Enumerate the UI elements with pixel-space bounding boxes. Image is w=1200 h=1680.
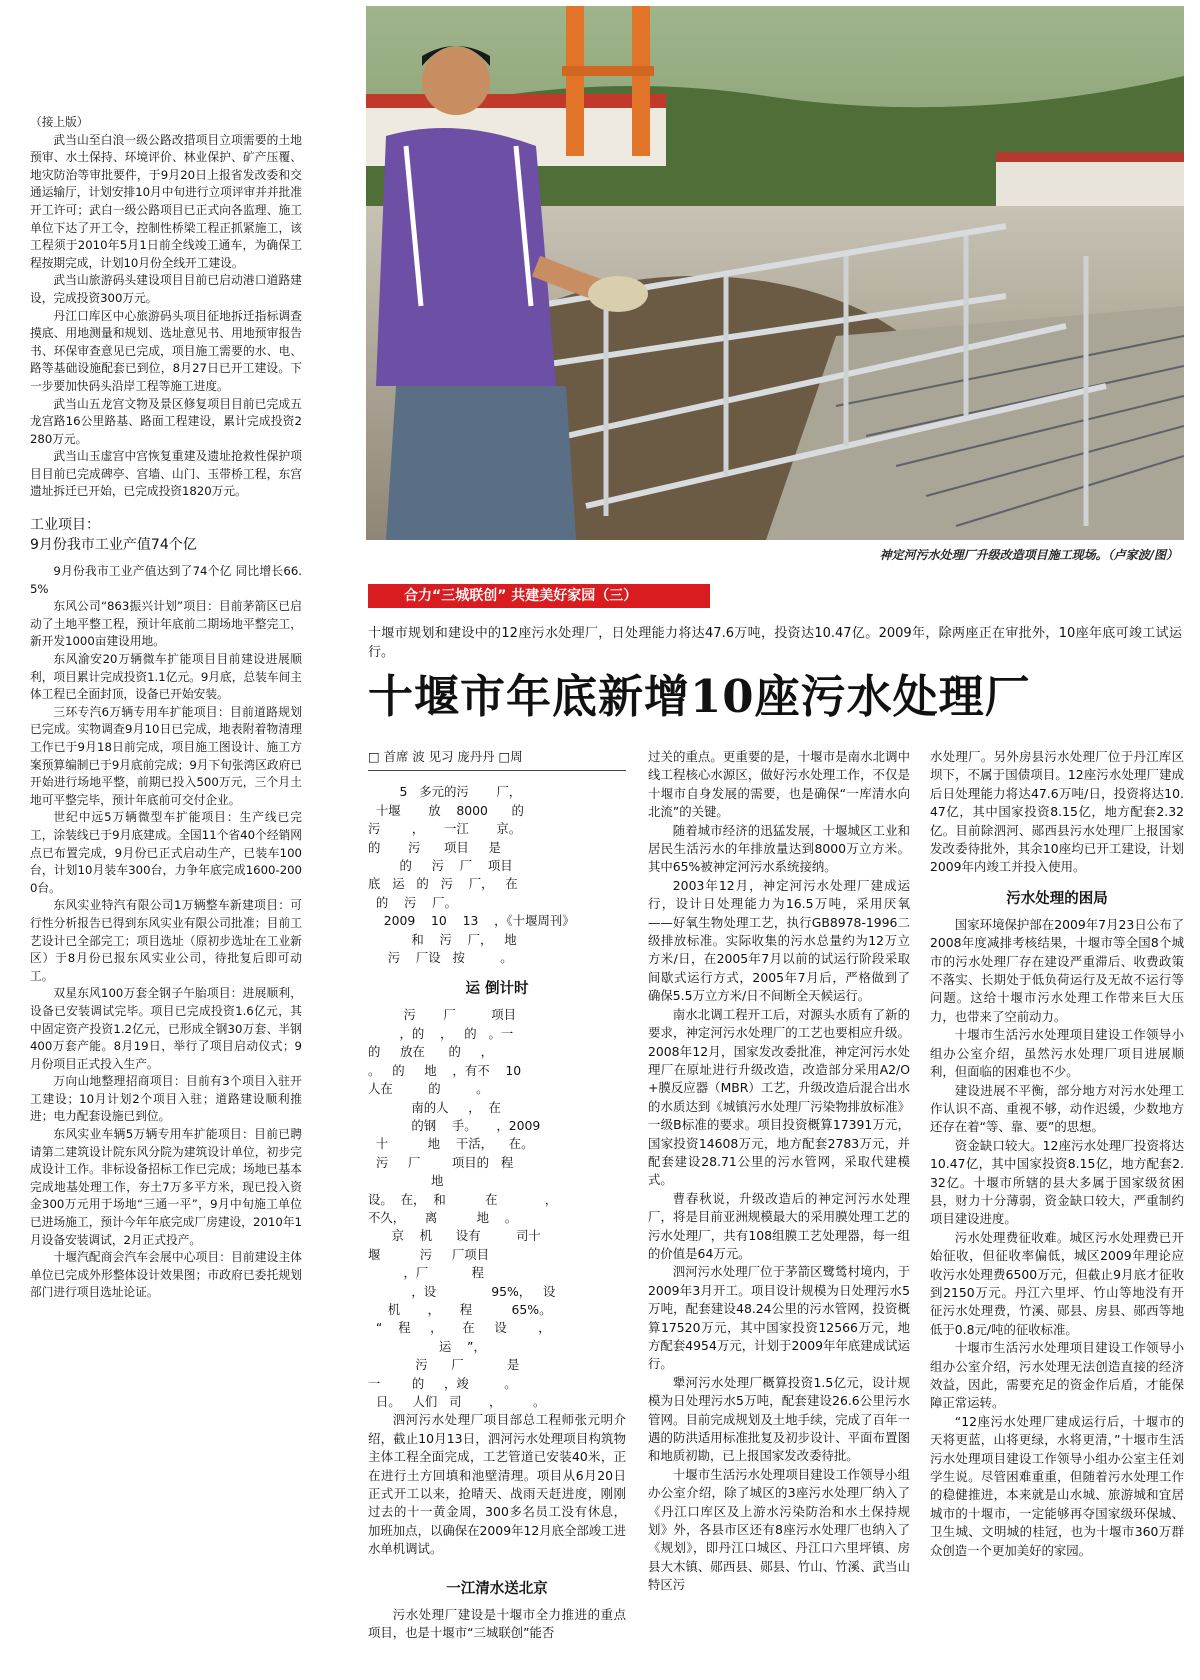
article-paragraph: 污水处理费征收难。城区污水处理费已开始征收，但征收率偏低，城区2009年理论应收污水处理费6500万元，但截止9月底才征收到2150万元。丹江六里坪、竹山等地没有开征污水处理费，竹溪、郧县、房县、郧西等地低于0.8元/吨的征收标准。: [930, 1229, 1184, 1337]
article-paragraph: 南水北调工程开工后，对源头水质有了新的要求，神定河污水处理厂的工艺也要相应升级。2008年12月，国家发改委批准，神定河污水处理厂在原址进行升级改造，改造部分采用A2/O+膜反应器（MBR）工艺，升级改造后混合出水的水质达到《城镇污水处理厂污染物排放标准》一级B标准的要求。项目投资概算17391万元，国家投资14608万元，地方配套2783万元，并配套建设28.71公里的污水管网，采取代建模式。: [648, 1006, 910, 1188]
left-paragraph: 世纪中远5万辆微型车扩能项目：生产线已完工，涂装线已于9月底建成。全国11个省40个经销网点已布置完成，9月份已正式启动生产，已装车100台，计划10月装车300台，力争年底完成1600-2000台。: [30, 810, 302, 895]
industry-subtitle: 9月份我市工业产值74个亿: [30, 537, 197, 554]
left-paragraph: 东风实业车辆5万辆专用车扩能项目：目前已聘请第二建筑设计院东风分院为建筑设计单位，初步完成设计工作。非标设备招标工作已完成；场地已基本完成地基处理工作，夯土7万多平方米，现已投入资金300万元用于场地“三通一平”，9月中旬施工单位已进场施工，预计今年年底完成厂房建设，2010年1月设备安装调试，2月正式投产。: [30, 1127, 302, 1247]
left-paragraph: 武当山五龙宫文物及景区修复项目目前已完成五龙宫路16公里路基、路面工程建设，累计完成投资2280万元。: [30, 396, 302, 446]
section-heading: 一江清水送北京: [446, 1580, 548, 1597]
section-heading: 污水处理的困局: [1006, 890, 1108, 907]
article-paragraph: 十堰市生活污水处理项目建设工作领导小组办公室介绍，虽然污水处理厂项目进展顺利，但面临的困难也不少。: [930, 1027, 1184, 1080]
lede: 十堰市规划和建设中的12座污水处理厂，日处理能力将达47.6万吨，投资达10.47亿。2009年，除两座正在审批外，10座年底可竣工试运行。: [368, 626, 1182, 660]
left-paragraph: 9月份我市工业产值达到了74个亿 同比增长66.5%: [30, 564, 302, 596]
article-paragraph: 犟河污水处理厂概算投资1.5亿元，设计规模为日处理污水5万吨，配套建设26.6公里污水管网。目前完成规划及土地手续，完成了百年一遇的防洪适用标准批复及初步设计、平面布置图和地质初勘，已上报国家发改委待批。: [648, 1374, 910, 1464]
page-title: 十堰市年底新增10座污水处理厂: [368, 670, 1031, 723]
series-banner: 合力“三城联创” 共建美好家园（三）: [368, 584, 710, 608]
left-paragraph: 十堰汽配商会汽车会展中心项目：目前建设主体单位已完成外形整体设计效果图；市政府已委托规划部门进行项目选址论证。: [30, 1250, 302, 1300]
article-paragraph: 过关的重点。更重要的是，十堰市是南水北调中线工程核心水源区，做好污水处理工作，不仅是十堰市自身发展的需要，也是确保“一库清水向北流”的关键。: [648, 749, 910, 820]
left-paragraph: 武当山旅游码头建设项目目前已启动港口道路建设，完成投资300万元。: [30, 273, 302, 305]
article-paragraph: 水处理厂。另外房县污水处理厂位于丹江库区坝下，不属于国债项目。12座污水处理厂建成后日处理能力将达47.6万吨/日，投资将达10.47亿，其中国家投资8.15亿，地方配套2.32亿。目前除泗河、郧西县污水处理厂上报国家发改委待批外，其余10座均已开工建设，计划2009年内竣工并投入使用。: [930, 749, 1184, 875]
feature-photo: [366, 6, 1184, 540]
article-column-2: [648, 748, 910, 1595]
article-paragraph: 十堰市生活污水处理项目建设工作领导小组办公室介绍，污水处理无法创造直接的经济效益，因此，需要充足的资金作后盾，才能保障正常运转。: [930, 1340, 1184, 1411]
article-paragraph: 十堰市生活污水处理项目建设工作领导小组办公室介绍，除了城区的3座污水处理厂纳入了《丹江口库区及上游水污染防治和水土保持规划》外，各县市区还有8座污水处理厂也纳入了《规划》，即丹江口城区、丹江口六里坪镇、房县大木镇、郧西县、郧县、竹山、竹溪、武当山特区污: [648, 1466, 910, 1593]
article-paragraph: 泗河污水处理厂位于茅箭区鹭鸶村境内，于2009年3月开工。项目设计规模为日处理污水5万吨，配套建设48.24公里的污水管网，投资概算17520万元，其中国家投资12566万元，地方配套4954万元，计划于2009年年底建成试运行。: [648, 1264, 910, 1372]
article-column-1: [368, 748, 626, 1642]
industry-heading: [30, 515, 302, 555]
left-paragraph: 丹江口库区中心旅游码头项目征地拆迁指标调查摸底、用地测量和规划、选址意见书、用地预审报告书、环保审查意见已完成，项目施工需要的水、电、路等基础设施配套已到位，8月27日已开工建设。下一步要加快码头沿岸工程等施工进度。: [30, 308, 302, 393]
article-paragraph: 泗河污水处理厂项目部总工程师张元明介绍，截止10月13日，泗河污水处理项目构筑物主体工程全面完成，工艺管道已安装40米，正在进行土方回填和池壁清理。项目从6月20日正式开工以来，抢晴天、战雨天赶进度，刚刚过去的十一黄金周，300多名员工没有休息，加班加点，以确保在2009年12月底全部竣工进水单机调试。: [368, 1412, 626, 1557]
article-paragraph: “12座污水处理厂建成运行后，十堰市的天将更蓝，山将更绿，水将更清，”十堰市生活污水处理项目建设工作领导小组办公室主任刘学生说。尽管困难重重，但随着污水处理工作的稳健推进，本来就是山水城、旅游城和宜居城市的十堰市，一定能够再夺国家级环保城、卫生城、文明城的桂冠，也为十堰市360万群众创造一个更加美好的家园。: [930, 1413, 1184, 1558]
left-paragraph: 武当山玉虚宫中宫恢复重建及遗址抢救性保护项目目前已完成碑亭、宫墙、山门、玉带桥工程，东宫遗址拆迁已开始，已完成投资1820万元。: [30, 449, 302, 499]
article-paragraph: 建设进展不平衡，部分地方对污水处理工作认识不高、重视不够，动作迟缓，少数地方还存在着“等、靠、要”的思想。: [930, 1082, 1184, 1135]
left-paragraph: 东风实业特汽有限公司1万辆整车新建项目：可行性分析报告已得到东风实业有限公司批准；目前工艺设计已全部完工；项目选址（原初步选址在工业新区）于8月份已报东风实业公司，待批复后即可动工。: [30, 898, 302, 983]
left-paragraph: 双星东风100万套全钢子午胎项目：进展顺利，设备已安装调试完毕。项目已完成投资1.6亿元，其中固定资产投资1.2亿元，已形成全钢30万套、半钢400万套产能。8月19日，举行了项目启动仪式；9月份项目正式投入生产。: [30, 986, 302, 1071]
industry-title: 工业项目：: [30, 517, 100, 534]
faded-paragraph: 污 厂 项目 ，的 ， 的 。一 的 放在 的 ， 。 的 地 ，有不 10 人在 的 。 南的人 ， 在 的钢 手。 ，2009 十 地 干活， 在。 污 厂 项目的 程 地 设。 在， 和 在 ， 不久， 离 地 。 京 机 设有 司十 堰 污 厂项目 ，厂 程 ，设 95%， 设 机 ， 程 65%。 “ 程 ， 在 设 ， 运 ”， 污 厂 是 一 的 ，竣 。 日。 人们 司 ， 。: [368, 1007, 558, 1409]
article-paragraph: 随着城市经济的迅猛发展，十堰城区工业和居民生活污水的年排放量达到8000万立方米。其中65%被神定河污水系统接纳。: [648, 822, 910, 875]
faded-paragraph: 5 多元的污 厂， 十堰 放 8000 的 污 ， 一江 京。 的 污 项目 是 的 污 厂 项目 底 运 的 污 厂， 在 的 污 厂。 2009 10 13 ，《十堰周刊》 和 污 厂， 地 污 厂设 按 。: [368, 784, 575, 966]
article-paragraph: 国家环境保护部在2009年7月23日公布了2008年度减排考核结果，十堰市等全国8个城市的污水处理厂存在建设严重滞后、收费政策不落实、长期处于低负荷运行及无故不运行等问题。这给十堰市污水处理工作带来巨大压力，也带来了空前动力。: [930, 916, 1184, 1024]
left-paragraph: 东风公司“863振兴计划”项目：目前茅箭区已启动了土地平整工程，预计年底前二期场地平整完工，新开发1000亩建设用地。: [30, 599, 302, 649]
left-column: [30, 114, 302, 1302]
section-heading: 运 倒计时: [465, 981, 529, 998]
left-paragraph: 东风渝安20万辆微车扩能项目目前建设进展顺利，项目累计完成投资1.1亿元。9月底，总装车间主体工程已全面封顶，设备已开始安装。: [30, 652, 302, 702]
construction-site-illustration: [366, 6, 1184, 540]
left-paragraph: 武当山至白浪一级公路改措项目立项需要的土地预审、水土保持、环境评价、林业保护、矿产压覆、地灾防治等审批要件，于9月20日上报省发改委和交通运输厅，计划安排10月中旬进行立项评审并并批准开工许可；武白一级公路项目已正式向各监理、施工单位下达了开工令，控制性桥梁工程正抓紧施工，该工程须于2010年5月1日前全线竣工通车，为确保工程按期完成，计划10月份全线开工建设。: [30, 132, 302, 270]
left-paragraph: 三环专汽6万辆专用车扩能项目：目前道路规划已完成。实物调查9月10日已完成，地表附着物清理工作已于9月18日前完成，项目施工图设计、施工方案预算编制已于9月底前完成；9月下旬张湾区政府已开始进行场地平整，前期已投入500万元，三个月土地可平整完毕，预计年底前可交付企业。: [30, 704, 302, 807]
continued-note: （接上版）: [30, 115, 89, 129]
left-paragraph: 万向山地整理招商项目：目前有3个项目入驻开工建设；10月计划2个项目入驻；道路建设顺利推进；电力配套设施已到位。: [30, 1074, 302, 1124]
byline: □ 首席 波 见习 庞丹丹 □周: [368, 748, 626, 771]
article-paragraph: 曹春秋说，升级改造后的神定河污水处理厂，将是目前亚洲规模最大的采用膜处理工艺的污水处理厂，共有108组膜工艺处理器，每一组的价值是64万元。: [648, 1190, 910, 1261]
article-paragraph: 2003年12月，神定河污水处理厂建成运行，设计日处理能力为16.5万吨，采用厌氧——好氧生物处理工艺，执行GB8978-1996二级排放标准。实际收集的污水总量约为12万立方米/日，在2005年7月以前的试运行阶段采取间歇式运行方式，2005年7月后，严格做到了确保5.5万立方米/日不间断全天候运行。: [648, 877, 910, 1004]
photo-caption: 神定河污水处理厂升级改造项目施工现场。（卢家波/图）: [879, 548, 1178, 562]
article-column-3: [930, 748, 1184, 1560]
article-paragraph: 资金缺口较大。12座污水处理厂投资将达10.47亿，其中国家投资8.15亿，地方配套2.32亿。十堰市所辖的县大多属于国家级贫困县，财力十分薄弱，资金缺口较大，严重制约项目建设进度。: [930, 1137, 1184, 1227]
article-paragraph: 污水处理厂建设是十堰市全力推进的重点项目，也是十堰市“三城联创”能否: [368, 1606, 626, 1641]
